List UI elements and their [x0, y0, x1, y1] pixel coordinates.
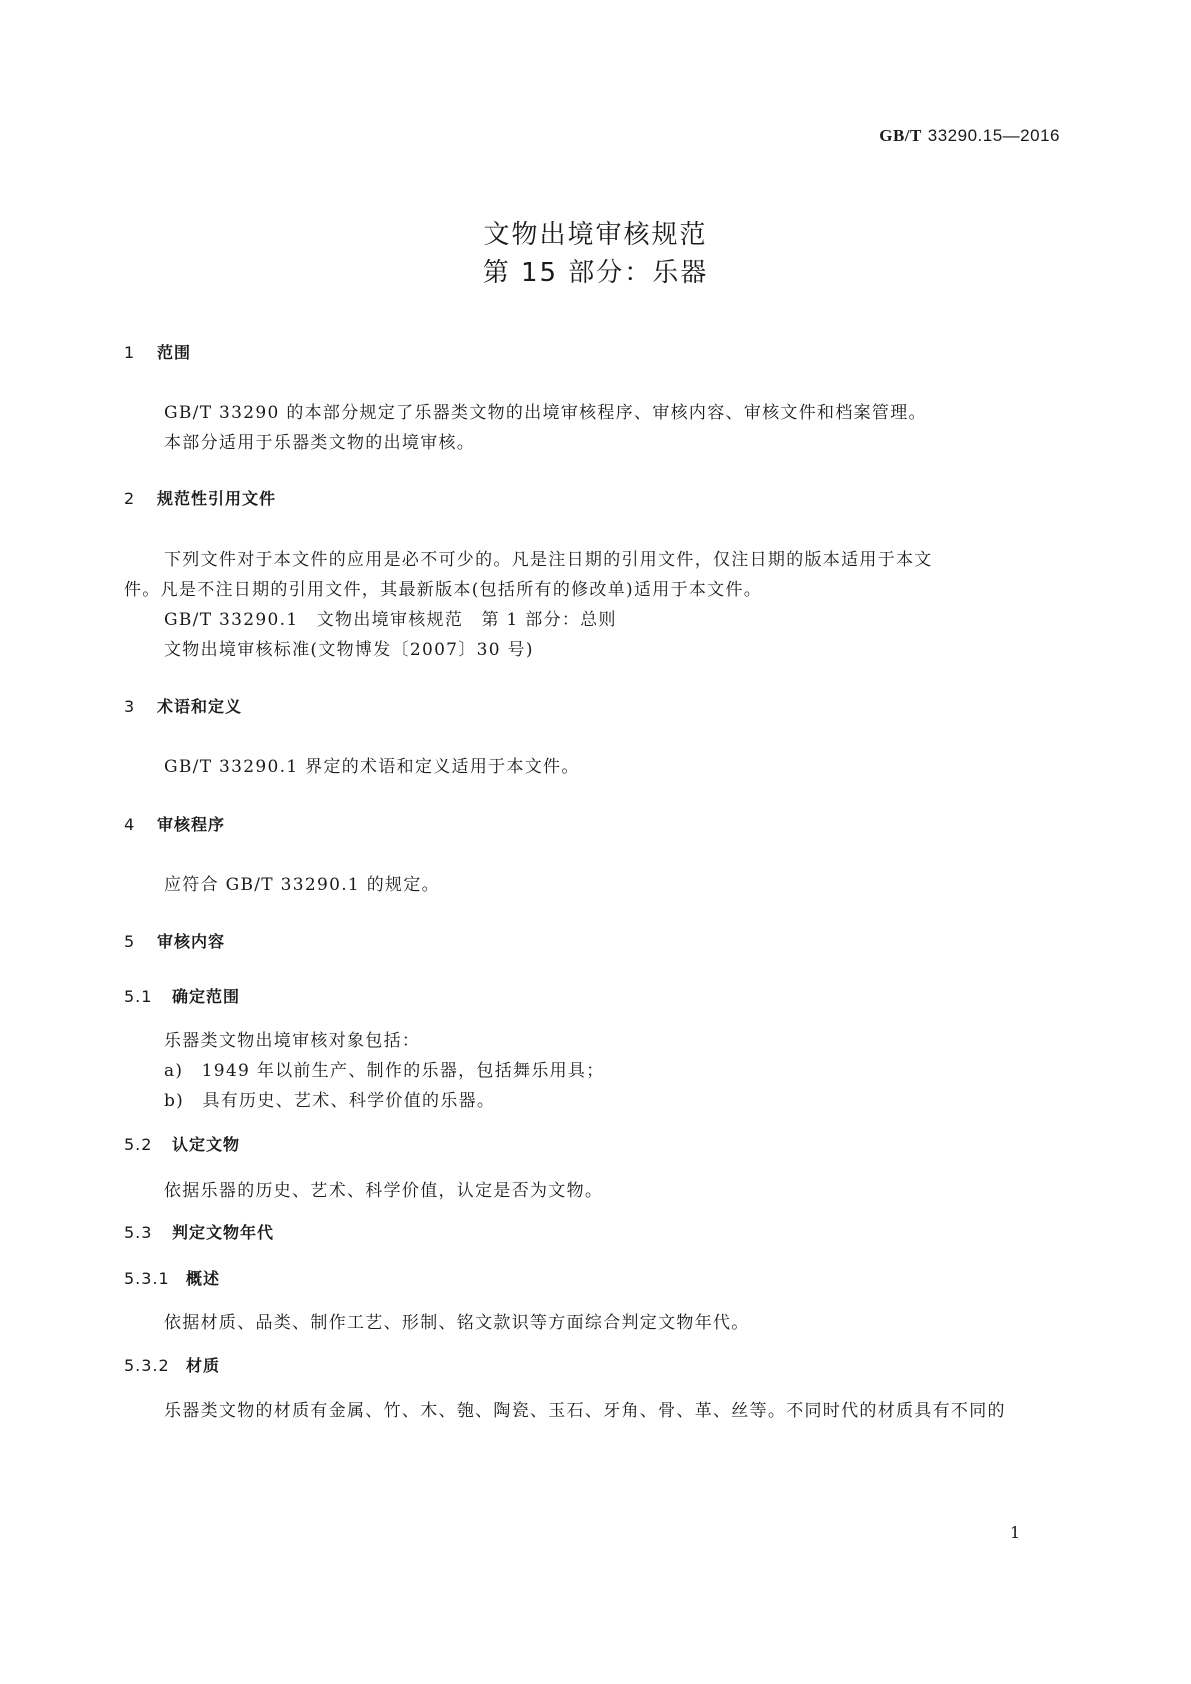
section-number: 3: [124, 697, 136, 716]
paragraph: 依据材质、品类、制作工艺、形制、铭文款识等方面综合判定文物年代。: [164, 1313, 750, 1333]
section-heading-5: [124, 929, 225, 952]
section-title: 判定文物年代: [172, 1223, 275, 1242]
standard-number: 33290.15—2016: [927, 126, 1060, 145]
section-heading-4: [124, 812, 225, 835]
list-item: a) 1949 年以前生产、制作的乐器，包括舞乐用具；: [164, 1061, 605, 1081]
section-number: 2: [124, 489, 136, 508]
paragraph: 乐器类文物出境审核对象包括：: [164, 1031, 421, 1051]
section-title: 范围: [157, 343, 192, 362]
subsection-heading-5-2: [124, 1132, 240, 1155]
page-number: 1: [1010, 1523, 1021, 1542]
section-title: 认定文物: [172, 1135, 241, 1154]
section-number: 5.3.2: [124, 1356, 170, 1375]
section-number: 5.1: [124, 987, 153, 1006]
section-heading-1: [124, 340, 191, 363]
section-title: 材质: [186, 1356, 221, 1375]
subsection-heading-5-3: [124, 1220, 274, 1243]
section-heading-2: [124, 486, 276, 509]
section-number: 5: [124, 932, 136, 951]
paragraph: GB/T 33290.1 界定的术语和定义适用于本文件。: [164, 757, 580, 777]
paragraph: 本部分适用于乐器类文物的出境审核。: [164, 433, 476, 453]
paragraph: 件。凡是不注日期的引用文件，其最新版本(包括所有的修改单)适用于本文件。: [124, 580, 763, 600]
standard-prefix: GB/T: [879, 126, 922, 145]
paragraph: 应符合 GB/T 33290.1 的规定。: [164, 875, 440, 895]
section-title: 审核程序: [157, 815, 226, 834]
section-title: 审核内容: [157, 932, 226, 951]
section-number: 5.3.1: [124, 1269, 170, 1288]
paragraph: 依据乐器的历史、艺术、科学价值，认定是否为文物。: [164, 1181, 604, 1201]
section-number: 5.3: [124, 1223, 153, 1242]
list-item: b) 具有历史、艺术、科学价值的乐器。: [164, 1091, 496, 1111]
section-title: 概述: [186, 1269, 221, 1288]
section-heading-3: [124, 694, 242, 717]
subsection-heading-5-3-1: [124, 1266, 220, 1289]
section-title: 术语和定义: [157, 697, 243, 716]
doc-title-line1: 文物出境审核规范: [483, 220, 708, 250]
reference-item: GB/T 33290.1 文物出境审核规范 第 1 部分：总则: [164, 610, 617, 630]
standard-code: [879, 126, 1060, 146]
section-number: 4: [124, 815, 136, 834]
section-title: 确定范围: [172, 987, 241, 1006]
subsection-heading-5-3-2: [124, 1353, 220, 1376]
subsection-heading-5-1: [124, 984, 240, 1007]
paragraph: 乐器类文物的材质有金属、竹、木、匏、陶瓷、玉石、牙角、骨、革、丝等。不同时代的材质具有不同的: [164, 1401, 1006, 1421]
paragraph: 下列文件对于本文件的应用是必不可少的。凡是注日期的引用文件，仅注日期的版本适用于本文: [164, 550, 933, 570]
doc-title-line2: 第 15 部分：乐器: [482, 258, 709, 288]
section-number: 1: [124, 343, 136, 362]
section-title: 规范性引用文件: [157, 489, 277, 508]
section-number: 5.2: [124, 1135, 153, 1154]
reference-item: 文物出境审核标准(文物博发〔2007〕30 号): [164, 640, 534, 660]
paragraph: GB/T 33290 的本部分规定了乐器类文物的出境审核程序、审核内容、审核文件和档案管理。: [164, 403, 927, 423]
